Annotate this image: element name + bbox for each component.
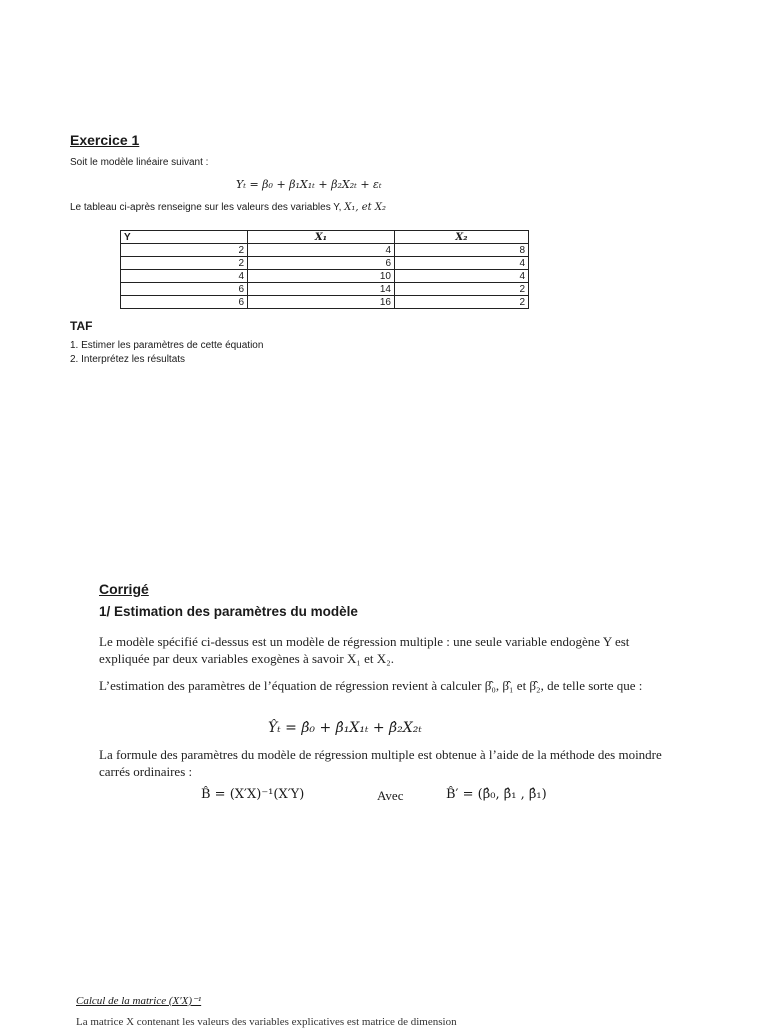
- correction-title: Corrigé: [99, 581, 149, 597]
- cell-x1: 16: [248, 296, 395, 309]
- table-row: [121, 296, 529, 309]
- table-row: [121, 283, 529, 296]
- table-intro: [70, 202, 386, 213]
- taf-list: [70, 339, 263, 367]
- header-y: Y: [121, 231, 248, 244]
- table-row: [121, 270, 529, 283]
- cell-y: 2: [121, 257, 248, 270]
- cell-x2: 2: [395, 283, 529, 296]
- header-x1: X₁: [248, 231, 395, 244]
- table-row: [121, 244, 529, 257]
- exercise-title: Exercice 1: [70, 132, 140, 148]
- table-intro-vars: X₁, et X₂: [344, 202, 386, 213]
- table-row: [121, 257, 529, 270]
- correction-paragraph-1: Le modèle spécifié ci-dessus est un modèle de régression multiple : une seule variable endogène Y est expliquée par deux variables exogènes à savoir X₁ et X₂.: [99, 634, 630, 666]
- cut-off-text: La matrice X contenant les valeurs des variables explicatives est matrice de dimension: [76, 1016, 457, 1028]
- matrix-calc-title: Calcul de la matrice (X′X)⁻¹: [76, 995, 202, 1007]
- cell-y: 2: [121, 244, 248, 257]
- exercise-intro: Soit le modèle linéaire suivant :: [70, 157, 209, 168]
- cell-y: 4: [121, 270, 248, 283]
- cell-y: 6: [121, 296, 248, 309]
- cell-x2: 4: [395, 257, 529, 270]
- correction-paragraph-2: L’estimation des paramètres de l’équation de régression revient à calculer β̂₀, β̂₁ et β̂₂, de telle sorte que :: [99, 678, 643, 693]
- correction-subtitle: 1/ Estimation des paramètres du modèle: [99, 604, 358, 619]
- model-equation: Yₜ = β₀ + β₁X₁ₜ + β₂X₂ₜ + εₜ: [236, 178, 382, 191]
- table-intro-text: Le tableau ci-après renseigne sur les valeurs des variables Y,: [70, 202, 342, 213]
- ols-avec-label: Avec: [377, 788, 404, 803]
- list-item: 1. Estimer les paramètres de cette équation: [70, 340, 264, 351]
- taf-title: TAF: [70, 319, 93, 333]
- cell-x1: 6: [248, 257, 395, 270]
- data-table: [120, 230, 529, 309]
- correction-paragraph-3: La formule des paramètres du modèle de régression multiple est obtenue à l’aide de la méthode des moindre carrés ordinaires :: [99, 747, 662, 779]
- cell-x1: 14: [248, 283, 395, 296]
- cell-x1: 10: [248, 270, 395, 283]
- table-header-row: [121, 231, 529, 244]
- cell-y: 6: [121, 283, 248, 296]
- parameter-vector: B̂′ = (β̂₀, β̂₁ , β̂₁): [446, 787, 547, 802]
- header-x2: X₂: [395, 231, 529, 244]
- ols-formula: B̂ = (X′X)⁻¹(X′Y): [201, 787, 305, 802]
- cell-x2: 8: [395, 244, 529, 257]
- regression-equation: Ŷₜ = β̂₀ + β̂₁X₁ₜ + β̂₂X₂ₜ: [268, 720, 422, 736]
- cell-x2: 2: [395, 296, 529, 309]
- list-item: 2. Interprétez les résultats: [70, 354, 186, 365]
- cell-x2: 4: [395, 270, 529, 283]
- cell-x1: 4: [248, 244, 395, 257]
